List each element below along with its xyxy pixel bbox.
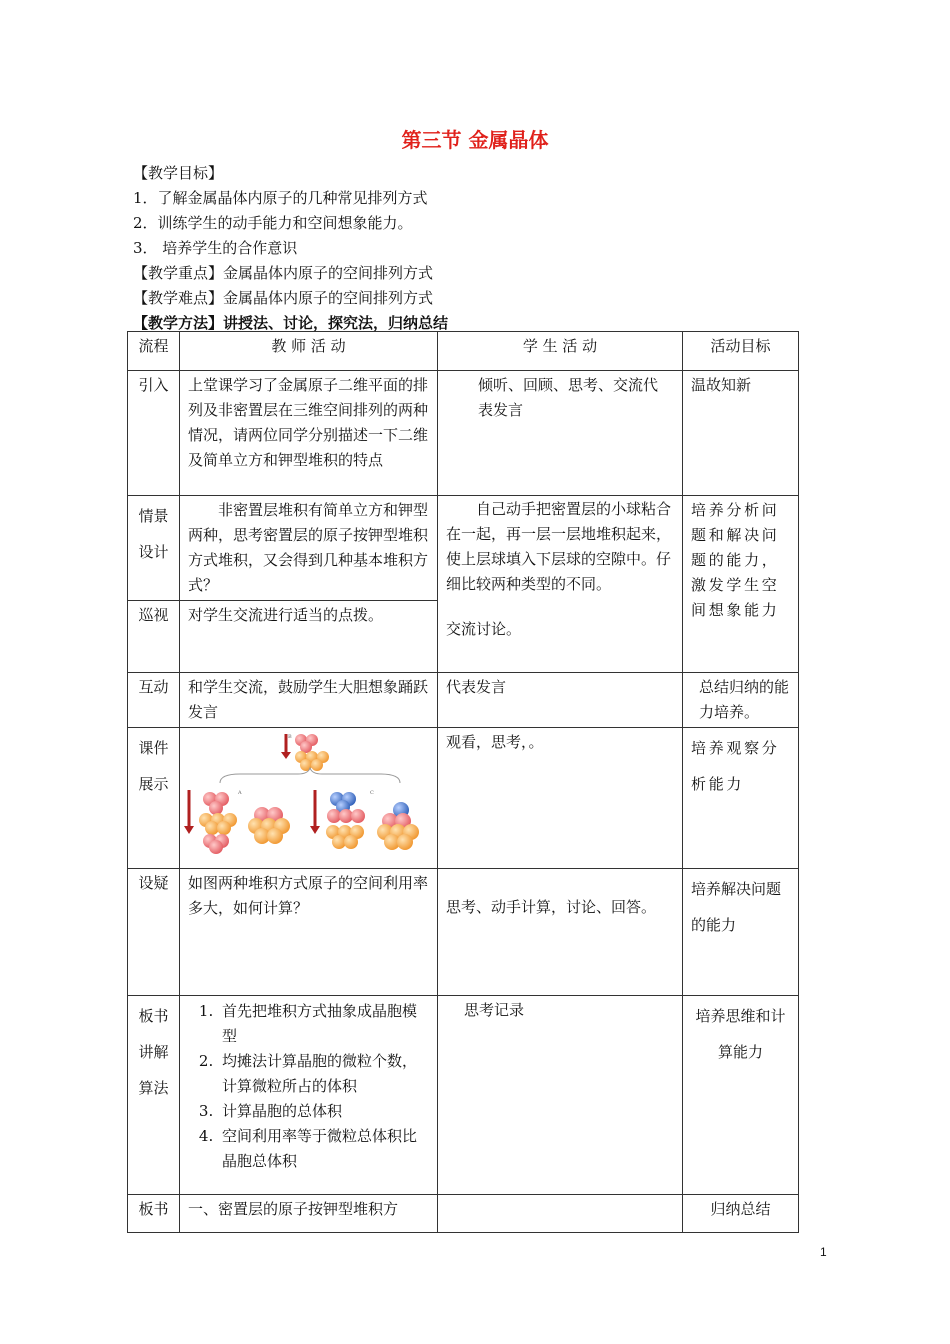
teacher-cell: 上堂课学习了金属原子二维平面的排列及非密置层在三维空间排列的两种情况，请两位同学分别描述一下二维及简单立方和钾型堆积的特点 (180, 371, 438, 496)
goal-cell: 培养思维和计算能力 (683, 996, 799, 1195)
teacher-cell: 对学生交流进行适当的点拨。 (180, 601, 438, 673)
layer-label: C (370, 790, 374, 796)
arrow-icon (310, 790, 320, 834)
student-activity-text: 交流讨论。 (446, 620, 522, 638)
flow-cell: 引入 (128, 371, 180, 496)
student-cell: 代表发言 (438, 673, 683, 728)
goal-cell: 温故知新 (683, 371, 799, 496)
layer-label: B (288, 734, 292, 740)
teacher-cell: 如图两种堆积方式原子的空间利用率多大，如何计算？ (180, 869, 438, 996)
page-title: 第三节 金属晶体 (401, 128, 549, 152)
teacher-cell: 非密置层堆积有简单立方和钾型两种，思考密置层的原子按钾型堆积方式堆积，又会得到几种基本堆积方式？ (180, 496, 438, 601)
table-row (128, 673, 799, 728)
flow-cell: 板书 (128, 1195, 180, 1233)
student-cell (438, 1195, 683, 1233)
table-header-row (128, 332, 799, 371)
table-row (128, 869, 799, 996)
sphere-cluster-ab-compact (248, 807, 290, 844)
flow-cell: 巡视 (128, 601, 180, 673)
sphere-cluster-top (295, 734, 329, 771)
goal-cell: 培养分析问题和解决问题的能力，激发学生空间想象能力 (683, 496, 799, 673)
flow-cell: 板书讲解算法 (128, 996, 180, 1195)
student-cell: 思考、动手计算，讨论、回答。 (438, 869, 683, 996)
flow-cell: 互动 (128, 673, 180, 728)
student-cell (438, 496, 683, 673)
table-row (128, 371, 799, 496)
sphere-cluster-abc-compact (377, 802, 419, 850)
step-item: 4. 空间利用率等于微粒总体积比晶胞总体积 (218, 1124, 429, 1174)
teaching-method: 【教学方法】讲授法、讨论，探究法，归纳总结 (133, 314, 449, 332)
header-flow: 流程 (128, 332, 180, 371)
goal-cell: 总结归纳的能力培养。 (683, 673, 799, 728)
sphere-cluster-ab (199, 792, 237, 854)
goal-cell: 归纳总结 (683, 1195, 799, 1233)
courseware-image-cell (180, 728, 438, 869)
brace (220, 768, 400, 783)
objective-item: 3． 培养学生的合作意识 (133, 239, 298, 257)
objectives-heading: 【教学目标】 (133, 164, 224, 182)
header-goal: 活动目标 (683, 332, 799, 371)
step-item: 1. 首先把堆积方式抽象成晶胞模型 (218, 999, 429, 1049)
sphere-cluster-abc (326, 792, 365, 849)
stacking-diagram (180, 728, 436, 860)
flow-cell: 设疑 (128, 869, 180, 996)
header-student: 学 生 活 动 (438, 332, 683, 371)
flow-cell: 课件展示 (128, 728, 180, 869)
table-row (128, 1195, 799, 1233)
student-cell: 思考记录 (438, 996, 683, 1195)
arrow-icon (184, 790, 194, 834)
difficulty: 【教学难点】金属晶体内原子的空间排列方式 (133, 289, 434, 307)
layer-label: A (238, 790, 242, 796)
key-point: 【教学重点】金属晶体内原子的空间排列方式 (133, 264, 434, 282)
student-activity-text: 自己动手把密置层的小球粘合在一起，再一层一层地堆积起来，使上层球填入下层球的空隙中。仔细比较两种类型的不同。 (446, 500, 672, 593)
teacher-cell: 和学生交流，鼓励学生大胆想象踊跃发言 (180, 673, 438, 728)
teacher-cell: 一、密置层的原子按钾型堆积方 (180, 1195, 438, 1233)
header-teacher: 教 师 活 动 (180, 332, 438, 371)
algorithm-steps (188, 999, 429, 1174)
lesson-table (127, 331, 799, 1233)
table-row (128, 728, 799, 869)
goal-cell: 培养解决问题的能力 (683, 869, 799, 996)
teacher-cell (180, 996, 438, 1195)
objective-item: 1．了解金属晶体内原子的几种常见排列方式 (133, 189, 428, 207)
goal-cell: 培养观察分析能力 (683, 728, 799, 869)
step-item: 3. 计算晶胞的总体积 (218, 1099, 429, 1124)
step-item: 2. 均摊法计算晶胞的微粒个数，计算微粒所占的体积 (218, 1049, 429, 1099)
flow-cell: 情景设计 (128, 496, 180, 601)
table-row (128, 496, 799, 601)
student-cell: 倾听、回顾、思考、交流代表发言 (438, 371, 683, 496)
objective-item: 2．训练学生的动手能力和空间想象能力。 (133, 214, 413, 232)
page-number: 1 (820, 1245, 827, 1259)
student-cell: 观看，思考，。 (438, 728, 683, 869)
table-row (128, 996, 799, 1195)
